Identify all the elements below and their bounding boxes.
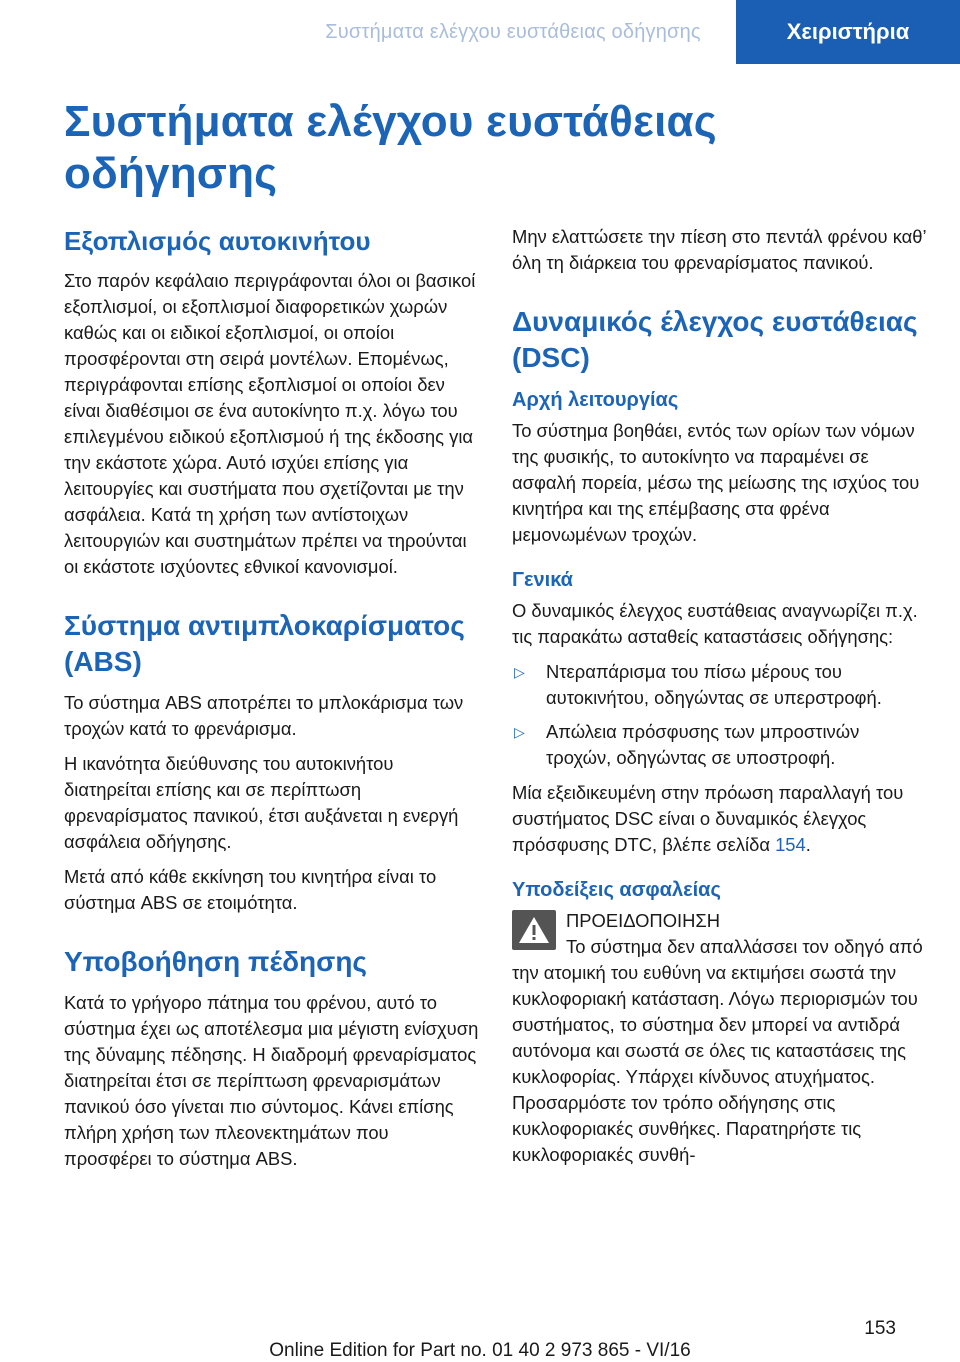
dtc-text-end: . <box>805 834 811 855</box>
warning-body: Το σύστημα δεν απαλλάσσει τον οδηγό από την ατομική του ευθύνη να εκτιμήσει σωστά την κυκλοφοριακή κατάσταση. Λόγω περιορισμών του συστήματος, το σύστημα δεν μπορεί να αντιδρά αυτόνομα και σωστά σε όλες τις καταστάσεις της κυκλοφορίας. Υπάρχει κίνδυνος ατυχήματος. Προσαρμόστε τον τρόπο οδήγησης στις κυκλοφοριακές συνθήκες. Παρατηρήστε τις κυκλοφοριακές συνθή- <box>512 936 923 1165</box>
list-item <box>512 719 928 771</box>
triangle-right-icon: ▷ <box>514 724 525 740</box>
left-column <box>64 224 480 1181</box>
abs-paragraph-3: Μετά από κάθε εκκίνηση του κινητήρα είναι το σύστημα ABS σε ετοιμότητα. <box>64 866 437 913</box>
edition-footer: Online Edition for Part no. 01 40 2 973 865 - VI/16 <box>269 1340 691 1361</box>
principle-text: Το σύστημα βοηθάει, εντός των ορίων των νόμων της φυσικής, το αυτοκίνητο να παραμένει σε ασφαλή πορεία, μέσω της μείωσης της ισχύος του κινητήρα και της επέμβασης στα φρένα μεμονωμένων τροχών. <box>512 420 920 545</box>
brake-intro-text: Μην ελαττώσετε την πίεση στο πεντάλ φρένου καθ’ όλη τη διάρκεια του φρεναρίσματος πανικού. <box>512 226 926 273</box>
equipment-heading: Εξοπλισμός αυτοκινήτου <box>64 226 371 256</box>
brake-assist-heading: Υποβοήθηση πέδησης <box>64 946 367 977</box>
running-header <box>0 0 960 64</box>
header-section-title: Συστήματα ελέγχου ευστάθειας οδήγησης <box>325 20 701 43</box>
warning-triangle-icon <box>512 910 556 950</box>
page-reference-link[interactable]: 154 <box>775 834 806 855</box>
abs-heading: Σύστημα αντιμπλοκαρίσματος (ABS) <box>64 610 465 677</box>
warning-block <box>512 908 928 1168</box>
general-text: Ο δυναμικός έλεγχος ευστάθειας αναγνωρίζει π.χ. τις παρακάτω ασταθείς καταστάσεις οδήγησης: <box>512 600 918 647</box>
brake-assist-text: Κατά το γρήγορο πάτημα του φρένου, αυτό το σύστημα έχει ως αποτέλεσμα μια μέγιστη ενίσχυση της δύναμης πέδησης. Η διαδρομή φρεναρίσματος διατηρείται έτσι σε περίπτωση φρεναρισμάτων πανικού όσο γίνεται πιο σύντομος. Κάνει επίσης πλήρη χρήση των πλεονεκτημάτων που προσφέρει το σύστημα ABS. <box>64 992 479 1169</box>
header-chapter-tab[interactable]: Χειριστήρια <box>736 0 960 64</box>
list-item-text: Απώλεια πρόσφυσης των μπροστινών τροχών, οδηγώντας σε υποστροφή. <box>546 721 860 768</box>
warning-text <box>512 934 928 1168</box>
equipment-text: Στο παρόν κεφάλαιο περιγράφονται όλοι οι βασικοί εξοπλισμοί, οι εξοπλισμοί διαφορετικών χωρών καθώς και οι ειδικοί εξοπλισμοί, οι οποίοι προσφέρονται στη σειρά μοντέλων. Επομένως, περιγράφονται επίσης εξοπλισμοί οι οποίοι δεν είναι διαθέσιμοι σε ένα αυτοκίνητο π.χ. λόγω του επιλεγμένου ειδικού εξοπλισμού ή της έκδοσης για την εκάστοτε χώρα. Αυτό ισχύει επίσης για λειτουργίες και συστήματα που σχετίζονται με την ασφάλεια. Κατά τη χρήση των αντίστοιχων λειτουργιών και συστημάτων πρέπει να τηρούνται οι εκάστοτε ισχύοντες εθνικοί κανονισμοί. <box>64 270 476 577</box>
dtc-text: Μία εξειδικευμένη στην πρόωση παραλλαγή του συστήματος DSC είναι ο δυναμικός έλεγχος πρόσφυσης DTC, βλέπε σελίδα <box>512 782 904 855</box>
triangle-right-icon: ▷ <box>514 664 525 680</box>
page-title: Συστήματα ελέγχου ευστάθειας οδήγησης <box>64 97 717 198</box>
dtc-paragraph <box>512 780 928 858</box>
abs-paragraph-1: Το σύστημα ABS αποτρέπει το μπλοκάρισμα των τροχών κατά το φρενάρισμα. <box>64 692 464 739</box>
instability-list <box>512 659 928 771</box>
dsc-heading: Δυναμικός έλεγχος ευστάθειας (DSC) <box>512 306 918 373</box>
list-item-text: Ντεραπάρισμα του πίσω μέρους του αυτοκινήτου, οδηγώντας σε υπερστροφή. <box>546 661 882 708</box>
page-number: 153 <box>864 1318 896 1339</box>
right-column <box>512 224 928 1177</box>
safety-heading: Υποδείξεις ασφαλείας <box>512 879 721 901</box>
warning-triangle-icon-svg <box>517 915 551 945</box>
general-heading: Γενικά <box>512 569 573 591</box>
abs-paragraph-2: Η ικανότητα διεύθυνσης του αυτοκινήτου διατηρείται επίσης και σε περίπτωση φρεναρίσματος πανικού, έτσι αυξάνεται η ενεργή ασφάλεια οδήγησης. <box>64 753 459 852</box>
list-item <box>512 659 928 711</box>
warning-label: ΠΡΟΕΙΔΟΠΟΙΗΣΗ <box>566 910 721 931</box>
principle-heading: Αρχή λειτουργίας <box>512 389 679 411</box>
